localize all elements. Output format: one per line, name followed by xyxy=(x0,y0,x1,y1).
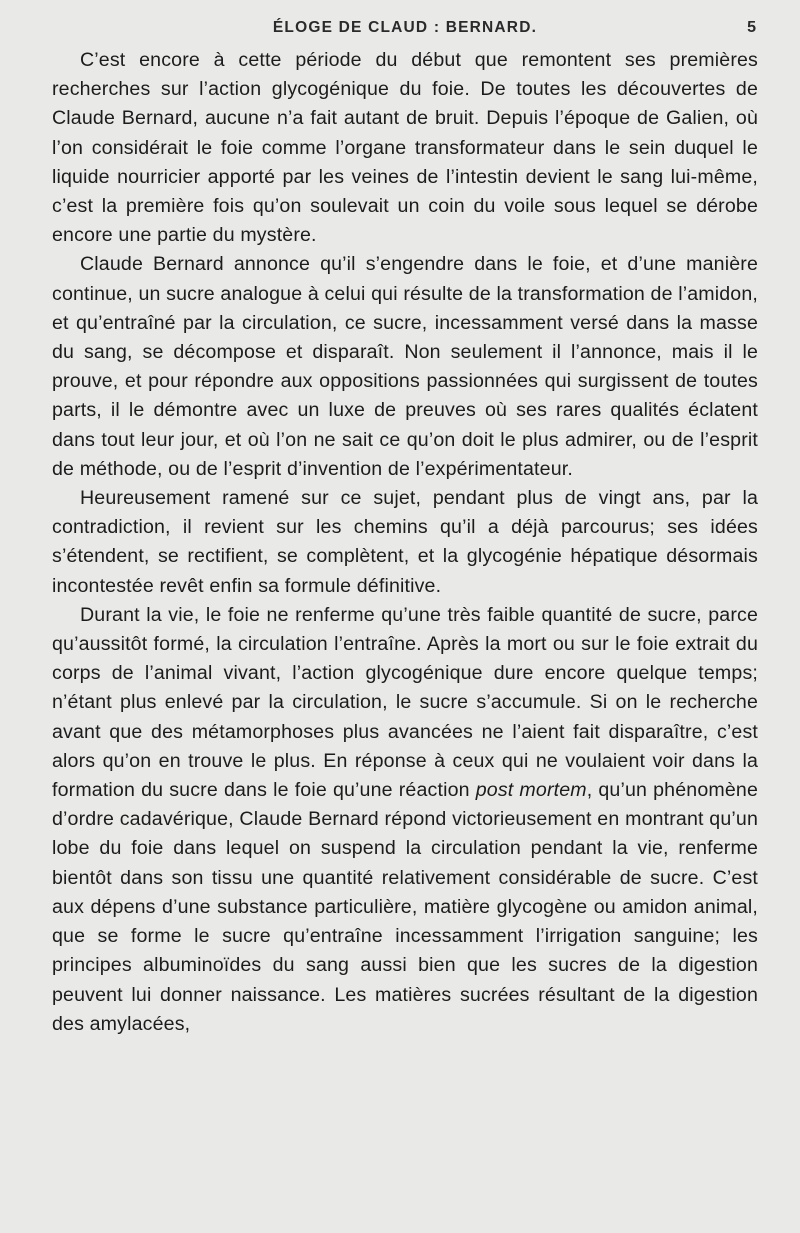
paragraph-text: Heureusement ramené sur ce sujet, pendant plus de vingt ans, par la contradiction, il revient sur les chemins qu’il a déjà parcourus; ses idées s’étendent, se rectifient, se complètent, et la glycogénie hépatique désormais incontestée revêt enfin sa formule définitive. xyxy=(52,487,758,597)
paragraph-text: , qu’un phénomène d’ordre cadavérique, Claude Bernard répond victorieusement en montrant qu’un lobe du foie dans lequel on suspend la circulation pendant la vie, renferme bientôt dans son tissu une quantité relativement considérable de sucre. C’est aux dépens d’une substance particulière, matière glycogène ou amidon animal, que se forme le sucre qu’entraîne incessamment l’irrigation sanguine; les principes albuminoïdes du sang aussi bien que les sucres de la digestion peuvent lui donner naissance. Les matières sucrées résultant de la digestion des amylacées, xyxy=(52,779,758,1035)
body-text xyxy=(52,46,758,1039)
paragraph-text: Durant la vie, le foie ne renferme qu’une très faible quantité de sucre, parce qu’aussitôt formé, la circulation l’entraîne. Après la mort ou sur le foie extrait du corps de l’animal vivant, l’action glycogénique dure encore quelque temps; n’étant plus enlevé par la circulation, le sucre s’accumule. Si on le recherche avant que des métamorphoses plus avancées ne l’aient fait disparaître, c’est alors qu’on en trouve le plus. En réponse à ceux qui ne voulaient voir dans la formation du sucre dans le foie qu’une réaction xyxy=(52,603,758,802)
paragraph-3 xyxy=(52,484,758,601)
paragraph-text: Claude Bernard annonce qu’il s’engendre dans le foie, et d’une manière continue, un sucre analogue à celui qui résulte de la transformation de l’amidon, et qu’entraîné par la circulation, ce sucre, incessamment versé dans la masse du sang, se décompose et disparaît. Non seulement il l’annonce, mais il le prouve, et pour répondre aux oppositions passionnées qui surgissent de toutes parts, il le démontre avec un luxe de preuves où ses rares qualités éclatent dans tout leur jour, et où l’on ne sait ce qu’on doit le plus admirer, ou de l’esprit de méthode, ou de l’esprit d’invention de l’expérimentateur. xyxy=(52,253,758,480)
italic-phrase: post mortem xyxy=(475,779,587,802)
paragraph-text: C’est encore à cette période du début que remontent ses premières recherches sur l’action glycogénique du foie. De toutes les découvertes de Claude Bernard, aucune n’a fait autant de bruit. Depuis l’époque de Galien, où l’on considérait le foie comme l’organe transformateur dans le sein duquel le liquide nourricier apporté par les veines de l’intestin devient le sang lui-même, c’est la première fois qu’on soulevait un coin du voile sous lequel se dérobe encore une partie du mystère. xyxy=(52,49,758,247)
paragraph-1 xyxy=(52,46,758,250)
paragraph-4 xyxy=(52,601,758,1039)
running-header xyxy=(52,0,758,46)
paragraph-2 xyxy=(52,250,758,484)
running-title: ÉLOGE DE CLAUD : BERNARD. xyxy=(272,19,538,36)
page-number: 5 xyxy=(747,19,756,36)
